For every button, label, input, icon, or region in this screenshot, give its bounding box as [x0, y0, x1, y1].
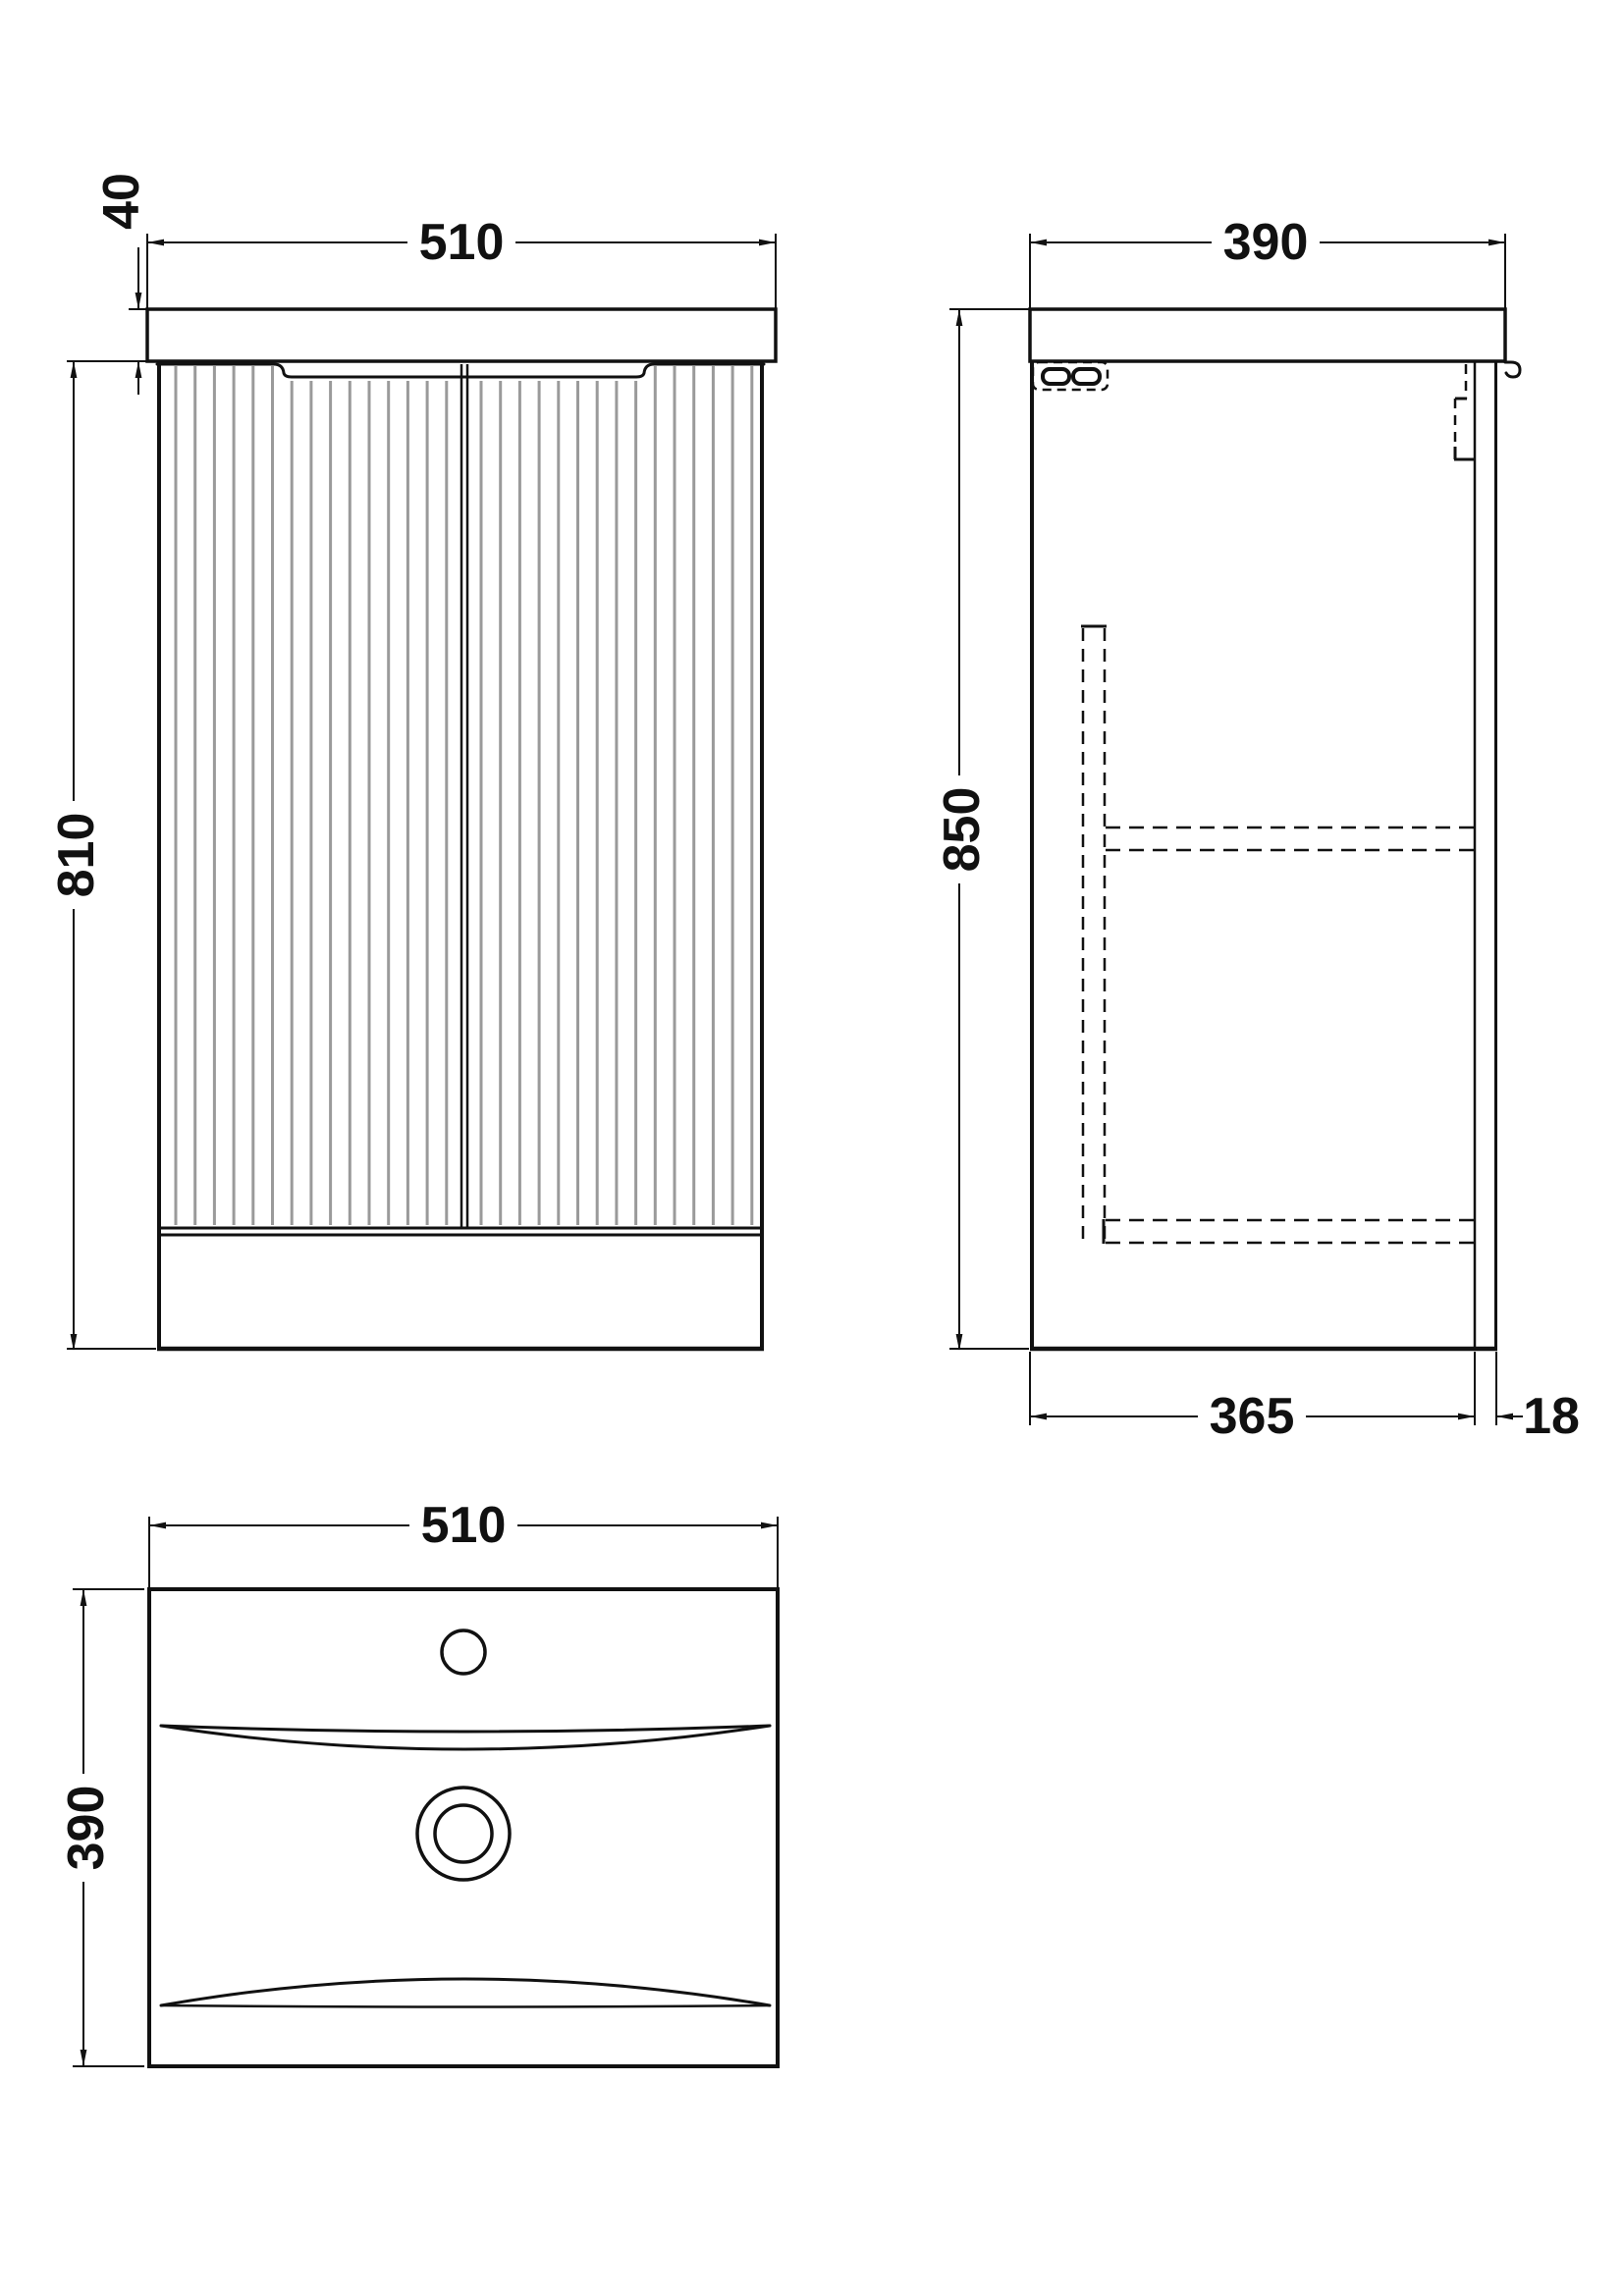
side-view [1030, 309, 1520, 1349]
arrow-plan-width-right [761, 1522, 778, 1529]
waste-outer-circle [417, 1788, 510, 1880]
arrow-base-depth-left [1030, 1414, 1047, 1420]
arrow-front-width-right [759, 240, 776, 246]
arrow-worktop-top [135, 293, 142, 309]
waste-inner-circle [435, 1805, 492, 1862]
fixing-clip-slot-left [1043, 369, 1069, 384]
plan-view [149, 1589, 778, 2066]
dim-side-back-thickness: 18 [1523, 1388, 1580, 1445]
dim-side-base-depth: 365 [1209, 1388, 1295, 1445]
arrow-front-width-left [147, 240, 164, 246]
dim-side-height: 850 [934, 786, 991, 873]
dim-plan-width: 510 [420, 1497, 507, 1554]
dim-plan-depth: 390 [58, 1785, 115, 1871]
basin-outline [149, 1589, 778, 2066]
arrow-side-depth-left [1030, 240, 1047, 246]
arrow-plan-depth-top [81, 1589, 87, 1606]
basin-front-curve-upper [161, 1726, 770, 1732]
basin-back-curve-upper [161, 1979, 770, 2005]
arrow-base-depth-right [1458, 1414, 1475, 1420]
arrow-plan-depth-bottom [81, 2050, 87, 2066]
dim-front-worktop-height: 40 [93, 173, 150, 230]
worktop-side [1030, 309, 1505, 361]
arrow-back-thickness [1496, 1414, 1513, 1420]
arrow-worktop-bottom [135, 361, 142, 378]
arrow-side-depth-right [1488, 240, 1505, 246]
arrow-side-height-top [956, 309, 963, 326]
front-view [147, 309, 776, 1349]
basin-back-curve-lower [161, 2005, 770, 2007]
fixing-clip-slot-right [1073, 369, 1100, 384]
worktop-front [147, 309, 776, 361]
arrow-plan-width-left [149, 1522, 166, 1529]
tap-hole [442, 1630, 485, 1674]
dim-front-cabinet-height: 810 [48, 812, 105, 898]
dim-side-depth: 390 [1222, 214, 1309, 271]
dim-front-width: 510 [418, 214, 505, 271]
worktop-rear-lip [1505, 362, 1520, 377]
arrow-cabinet-height-top [71, 361, 78, 378]
